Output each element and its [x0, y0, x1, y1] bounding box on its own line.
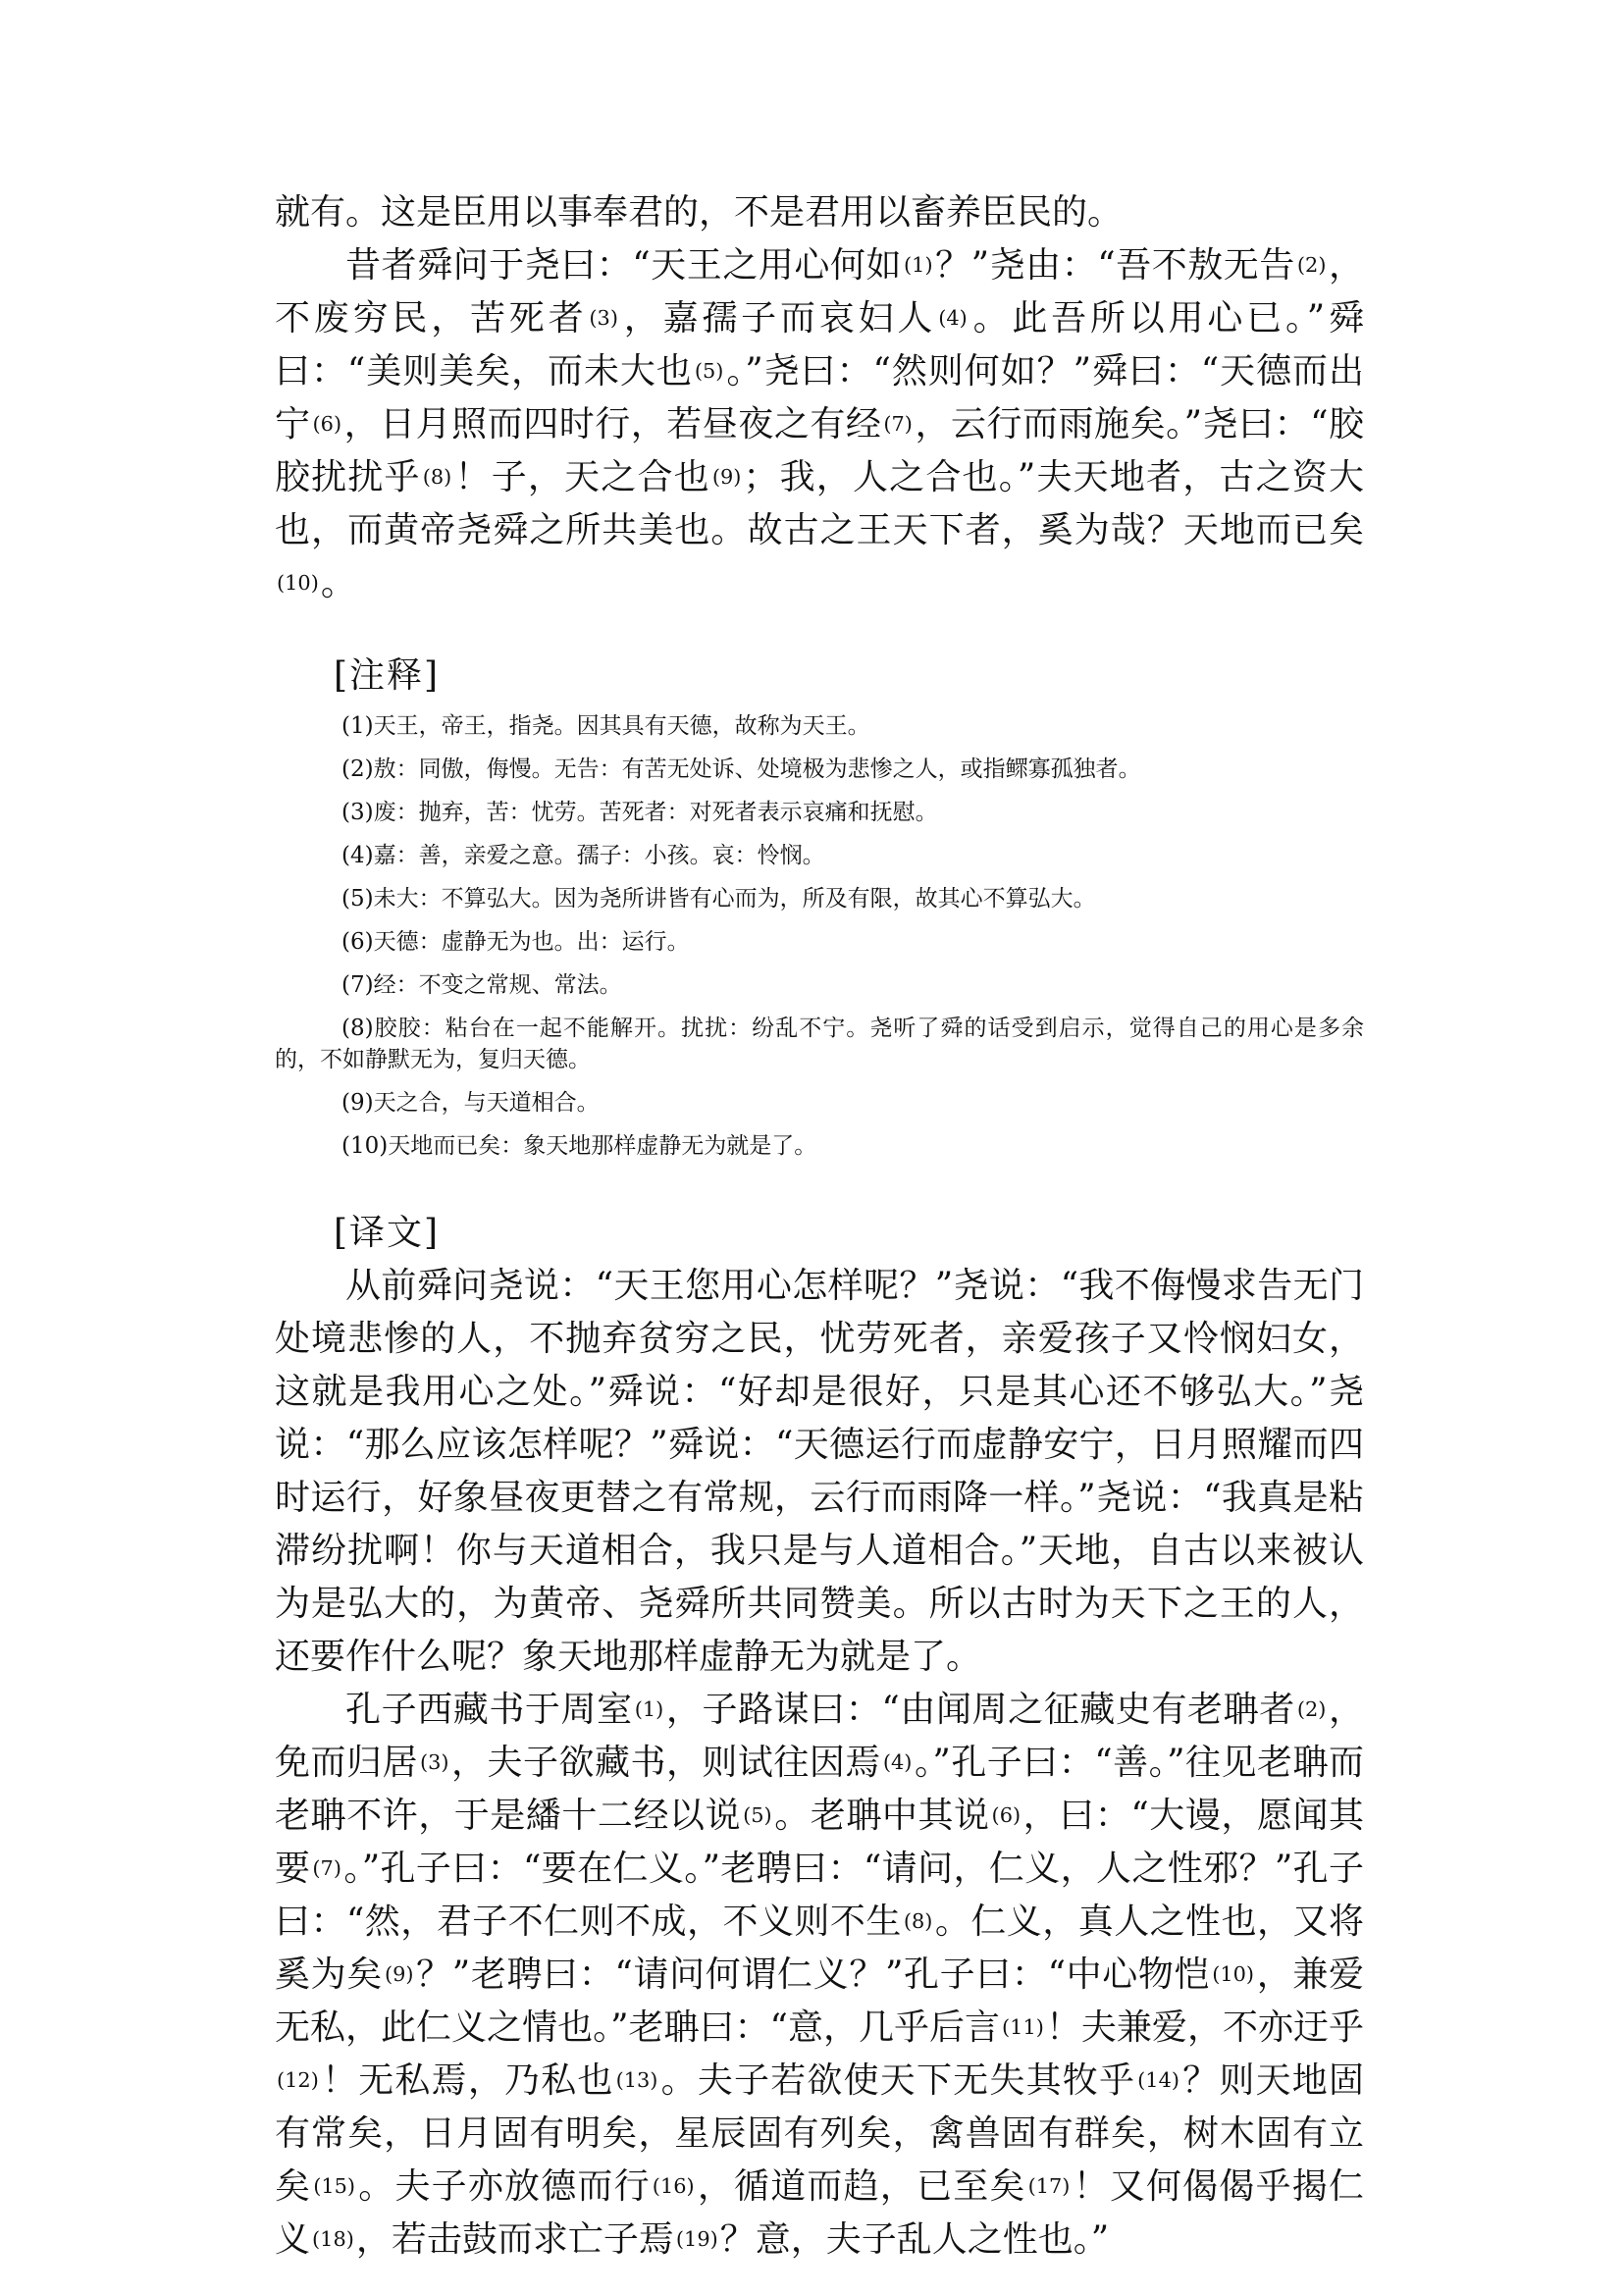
text-run: ，子路谋曰：“由闻周之征藏史有老聃者: [665, 1690, 1295, 1730]
text-run: ！又何偈偈乎揭仁义: [275, 2166, 1364, 2260]
text-run: 。老聃中其说: [773, 1796, 990, 1836]
text-run: ，夫子欲藏书，则试往因焉: [450, 1743, 881, 1783]
footnote-marker: (16): [652, 2173, 695, 2198]
text-run: ！无私焉，乃私也: [320, 2060, 614, 2101]
text-run: 孔子西藏书于周室: [345, 1690, 633, 1730]
text-run: 。”孔子曰：“善。”往见老聃而老聃不许，于是繙十二经以说: [275, 1743, 1364, 1836]
text-run: ，云行而雨施矣。”尧曰：“胶胶扰扰乎: [275, 404, 1364, 497]
footnote-marker: (11): [1002, 2014, 1044, 2039]
footnote-marker: (10): [277, 570, 319, 595]
note-text: 天德：虚静无为也。出：运行。: [373, 929, 690, 955]
note-item: [275, 840, 1364, 871]
note-item: [275, 1087, 1364, 1119]
note-number: (10): [341, 1133, 389, 1159]
translation-section: [275, 1260, 1364, 2267]
note-text: 嘉：善，亲爱之意。孺子：小孩。哀：怜悯。: [373, 843, 825, 868]
footnote-marker: (12): [277, 2067, 319, 2092]
footnote-marker: (18): [312, 2226, 354, 2251]
text-run: 。夫子若欲使天下无失其牧乎: [659, 2060, 1136, 2101]
note-number: (3): [341, 800, 374, 825]
footnote-marker: (9): [384, 1961, 414, 1986]
note-item: [275, 1013, 1364, 1075]
text-run: ，日月照而四时行，若昼夜之有经: [343, 404, 882, 444]
text-run: ！子，天之合也: [453, 457, 710, 497]
text-run: ，若击鼓而求亡子焉: [355, 2219, 674, 2260]
note-text: 敖：同傲，侮慢。无告：有苦无处诉、处境极为悲惨之人，或指鳏寡孤独者。: [373, 756, 1141, 782]
footnote-marker: (8): [903, 1908, 933, 1933]
note-number: (7): [341, 972, 374, 998]
note-text: 经：不变之常规、常法。: [373, 972, 622, 998]
text-run: ？”尧由：“吾不敖无告: [934, 245, 1295, 286]
original-text-section: [275, 186, 1364, 610]
notes-heading: [注释]: [334, 655, 441, 696]
paragraph: [275, 1684, 1364, 2267]
text-run: 就有。这是臣用以事奉君的，不是君用以畜养臣民的。: [275, 192, 1124, 233]
translation-heading: [译文]: [334, 1213, 441, 1253]
document-page: [275, 186, 1364, 2267]
footnote-marker: (2): [1296, 252, 1327, 277]
text-run: ，曰：“大谩，愿闻其要: [275, 1796, 1364, 1889]
footnote-marker: (15): [313, 2173, 356, 2198]
footnote-marker: (13): [615, 2067, 658, 2092]
footnote-marker: (1): [634, 1696, 664, 1721]
text-run: ？则天地固有常矣，日月固有明矣，星辰固有列矣，禽兽固有群矣，树木固有立矣: [275, 2060, 1364, 2207]
note-item: [275, 926, 1364, 958]
text-run: 。此吾所以用心已。”舜曰：“美则美矣，而未大也: [275, 298, 1364, 391]
footnote-marker: (9): [711, 464, 742, 489]
footnote-marker: (3): [419, 1749, 449, 1774]
text-run: 。仁义，真人之性也，又将奚为矣: [275, 1902, 1364, 1995]
paragraph: [275, 1260, 1364, 1684]
footnote-marker: (5): [743, 1802, 772, 1827]
footnote-marker: (17): [1027, 2173, 1071, 2198]
footnote-marker: (8): [422, 464, 452, 489]
text-run: ；我，人之合也。”夫天地者，古之资大也，而黄帝尧舜之所共美也。故古之王天下者，奚为哉？天地而已矣: [275, 457, 1364, 550]
text-run: 昔者舜问于尧曰：“天王之用心何如: [345, 245, 903, 286]
note-number: (2): [341, 756, 374, 782]
note-number: (8): [341, 1016, 374, 1041]
text-run: ，免而归居: [275, 1690, 1364, 1783]
text-run: ？意，夫子乱人之性也。”: [719, 2219, 1110, 2260]
paragraph: [275, 239, 1364, 610]
text-run: ，兼爱无私，此仁义之情也。”老聃曰：“意，几乎后言: [275, 1955, 1364, 2048]
footnote-marker: (10): [1212, 1961, 1255, 1986]
footnote-marker: (3): [589, 305, 618, 330]
note-number: (4): [341, 843, 374, 868]
footnote-marker: (4): [882, 1749, 913, 1774]
text-run: ，循道而趋，已至矣: [696, 2166, 1026, 2207]
footnote-marker: (6): [312, 411, 342, 436]
footnote-marker: (7): [883, 411, 913, 436]
note-item: [275, 754, 1364, 785]
note-item: [275, 883, 1364, 914]
notes-list: [275, 710, 1364, 1162]
text-run: 从前舜问尧说：“天王您用心怎样呢？”尧说：“我不侮慢求告无门处境悲惨的人，不抛弃贫穷之民，忧劳死者，亲爱孩子又怜悯妇女，这就是我用心之处。”舜说：“好却是很好，只是其心还不够弘大。”尧说：“那么应该怎样呢？”舜说：“天德运行而虚静安宁，日月照耀而四时运行，好象昼夜更替之有常规，云行而雨降一样。”尧说：“我真是粘滞纷扰啊！你与天道相合，我只是与人道相合。”天地，自古以来被认为是弘大的，为黄帝、尧舜所共同赞美。所以古时为天下之王的人，还要作什么呢？象天地那样虚静无为就是了。: [275, 1266, 1364, 1677]
text-run: 。”尧曰：“然则何如？”舜曰：“天德而出宁: [275, 351, 1365, 444]
note-item: [275, 710, 1364, 742]
note-text: 天之合，与天道相合。: [373, 1090, 600, 1116]
note-number: (9): [341, 1090, 374, 1116]
footnote-marker: (2): [1296, 1696, 1327, 1721]
note-number: (6): [341, 929, 374, 955]
footnote-marker: (1): [904, 252, 933, 277]
footnote-marker: (19): [675, 2226, 718, 2251]
note-number: (5): [341, 886, 374, 912]
footnote-marker: (14): [1137, 2067, 1180, 2092]
text-run: ？”老聘曰：“请问何谓仁义？”孔子曰：“中心物恺: [415, 1955, 1211, 1995]
text-run: 。夫子亦放德而行: [357, 2166, 651, 2207]
text-run: 。: [320, 563, 356, 603]
note-text: 天地而已矣：象天地那样虚静无为就是了。: [388, 1133, 817, 1159]
note-item: [275, 969, 1364, 1001]
footnote-marker: (4): [938, 305, 968, 330]
note-item: [275, 1130, 1364, 1162]
note-text: 胶胶：粘台在一起不能解开。扰扰：纷乱不宁。尧听了舜的话受到启示，觉得自己的用心是多余的，不如静默无为，复归天德。: [275, 1016, 1364, 1072]
note-item: [275, 797, 1364, 828]
footnote-marker: (6): [991, 1802, 1022, 1827]
note-number: (1): [341, 713, 374, 739]
note-text: 废：抛弃，苦：忧劳。苦死者：对死者表示哀痛和抚慰。: [373, 800, 938, 825]
footnote-marker: (7): [312, 1855, 341, 1880]
text-run: ！夫兼爱，不亦迂乎: [1045, 2007, 1364, 2048]
paragraph: [275, 186, 1364, 239]
text-run: 。”孔子曰：“要在仁义。”老聘曰：“请问，仁义，人之性邪？”孔子曰：“然，君子不仁则不成，不义则不生: [275, 1849, 1364, 1942]
note-text: 未大：不算弘大。因为尧所讲皆有心而为，所及有限，故其心不算弘大。: [373, 886, 1096, 912]
note-text: 天王，帝王，指尧。因其具有天德，故称为天王。: [373, 713, 870, 739]
text-run: ，嘉孺子而哀妇人: [619, 298, 937, 339]
text-run: ，不废穷民，苦死者: [275, 245, 1365, 339]
footnote-marker: (5): [694, 358, 724, 383]
